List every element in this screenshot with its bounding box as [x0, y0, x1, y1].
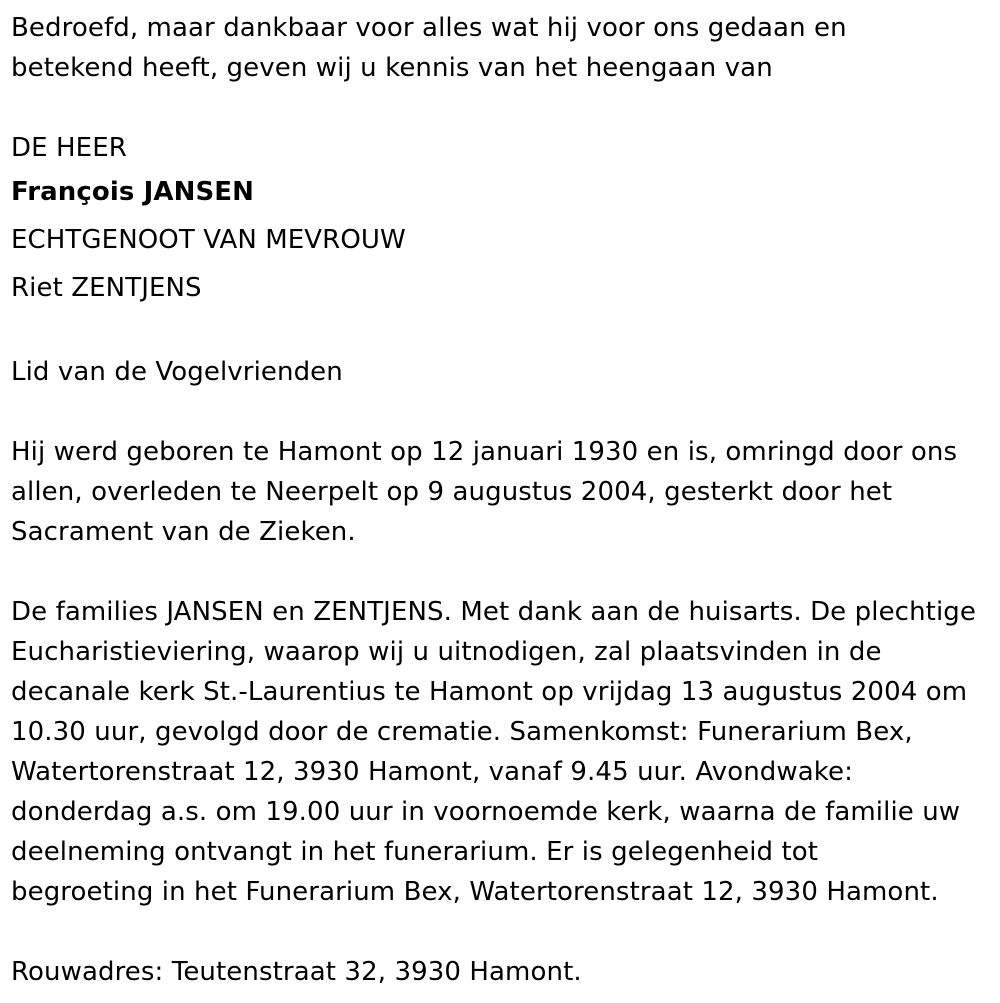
ceremony-line-4: 10.30 uur, gevolgd door de crematie. Samenkomst: Funerarium Bex, — [11, 717, 913, 747]
ceremony-line-8: begroeting in het Funerarium Bex, Watertorenstraat 12, 3930 Hamont. — [11, 877, 939, 907]
deceased-name: François JANSEN — [11, 177, 254, 207]
spouse-name: Riet ZENTJENS — [11, 273, 202, 303]
spacer — [11, 312, 989, 352]
membership-line: Lid van de Vogelvrienden — [11, 357, 343, 387]
mourning-address: Rouwadres: Teutenstraat 32, 3930 Hamont. — [11, 957, 582, 987]
spacer — [11, 912, 989, 952]
birth-death-line-1: Hij werd geboren te Hamont op 12 januari 1930 en is, omringd door ons — [11, 437, 958, 467]
spacer — [11, 552, 989, 592]
ceremony-line-1: De families JANSEN en ZENTJENS. Met dank aan de huisarts. De plechtige — [11, 597, 976, 627]
intro-line-1: Bedroefd, maar dankbaar voor alles wat hij voor ons gedaan en — [11, 13, 847, 43]
intro-line-2: betekend heeft, geven wij u kennis van het heengaan van — [11, 53, 773, 83]
birth-death-line-3: Sacrament van de Zieken. — [11, 517, 356, 547]
deceased-title: DE HEER — [11, 133, 127, 163]
ceremony-line-3: decanale kerk St.-Laurentius te Hamont op vrijdag 13 augustus 2004 om — [11, 677, 968, 707]
ceremony-line-2: Eucharistieviering, waarop wij u uitnodigen, zal plaatsvinden in de — [11, 637, 882, 667]
spacer — [11, 88, 989, 128]
spacer — [11, 392, 989, 432]
ceremony-line-5: Watertorenstraat 12, 3930 Hamont, vanaf 9.45 uur. Avondwake: — [11, 757, 853, 787]
ceremony-line-6: donderdag a.s. om 19.00 uur in voornoemde kerk, waarna de familie uw — [11, 797, 961, 827]
ceremony-line-7: deelneming ontvangt in het funerarium. Er is gelegenheid tot — [11, 837, 819, 867]
deceased-relation: ECHTGENOOT VAN MEVROUW — [11, 225, 406, 255]
birth-death-line-2: allen, overleden te Neerpelt op 9 augustus 2004, gesterkt door het — [11, 477, 893, 507]
